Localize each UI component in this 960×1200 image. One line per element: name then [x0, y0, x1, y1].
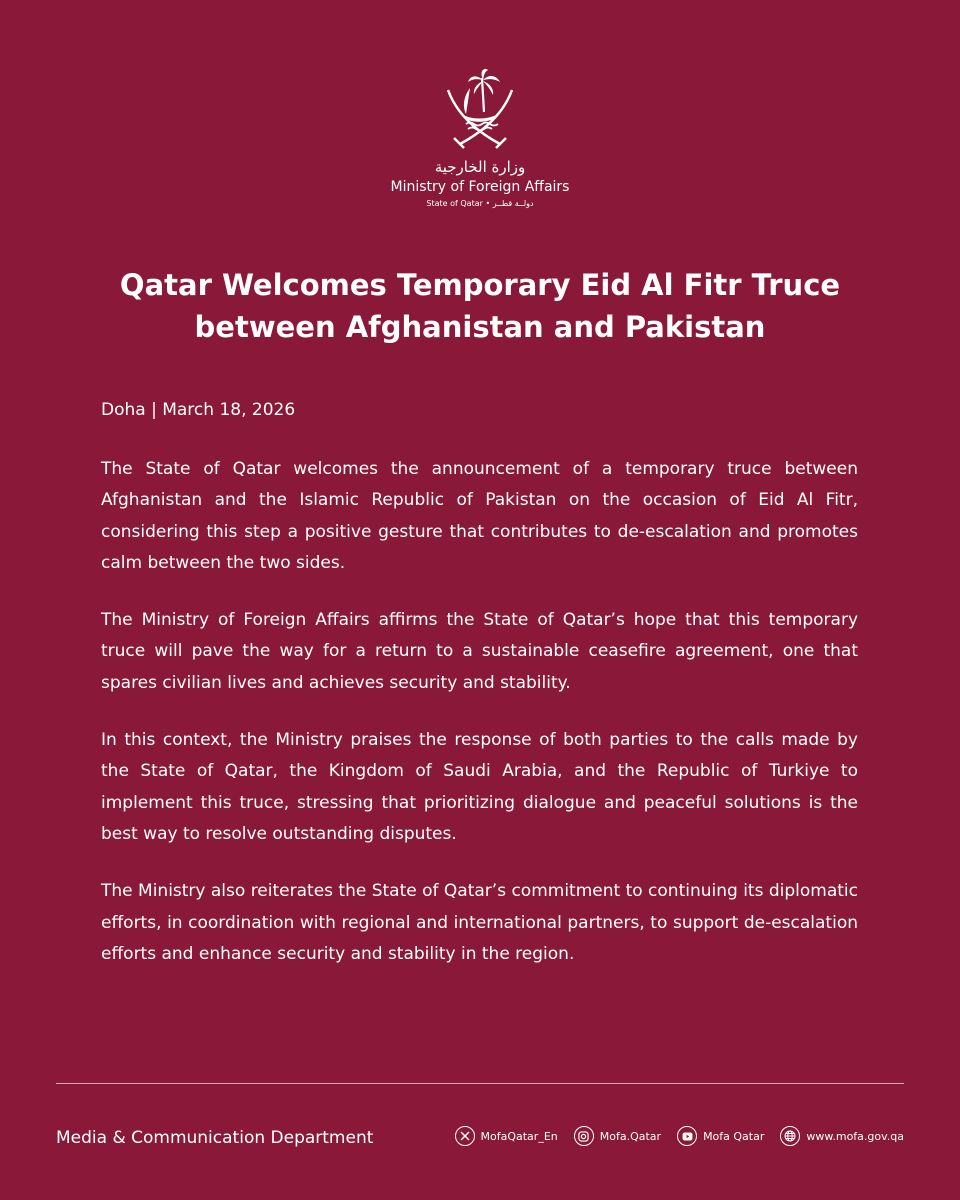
social-x-label: MofaQatar_En	[480, 1129, 558, 1143]
social-youtube[interactable]	[677, 1126, 764, 1146]
social-instagram-label: Mofa.Qatar	[599, 1129, 662, 1143]
page-title	[80, 264, 880, 348]
social-youtube-label: Mofa Qatar	[703, 1129, 765, 1143]
social-links	[455, 1126, 904, 1146]
title-line-2: between Afghanistan and Pakistan	[194, 310, 766, 344]
paragraph-2: The Ministry of Foreign Affairs affirms the State of Qatar’s hope that this temporary truce will pave the way for a return to a sustainable ceasefire agreement, one that spares civilian lives and achieves security and stability.	[101, 610, 858, 693]
ministry-logo	[380, 68, 580, 208]
department-name: Media & Communication Department	[56, 1128, 374, 1148]
paragraph-3: In this context, the Ministry praises the response of both parties to the calls made by the State of Qatar, the Kingdom of Saudi Arabia, and the Republic of Turkiye to implement this truce, stressing that prioritizing dialogue and peaceful solutions is the best way to resolve outstanding disputes.	[101, 730, 858, 844]
social-website[interactable]	[780, 1126, 904, 1146]
social-x[interactable]	[455, 1126, 558, 1146]
state-of-qatar-line: State of Qatar • دولــة قطــر	[426, 199, 534, 208]
title-line-1: Qatar Welcomes Temporary Eid Al Fitr Truce	[119, 268, 841, 302]
youtube-icon	[677, 1126, 697, 1146]
paragraph-4: The Ministry also reiterates the State of Qatar’s commitment to continuing its diplomatic efforts, in coordination with regional and international partners, to support de-escalation efforts and enhance security and stability in the region.	[101, 881, 858, 964]
social-instagram[interactable]	[574, 1126, 661, 1146]
statement-body	[101, 454, 858, 996]
ministry-english-name: Ministry of Foreign Affairs	[390, 179, 570, 195]
footer-divider	[56, 1083, 904, 1084]
paragraph-1: The State of Qatar welcomes the announcement of a temporary truce between Afghanistan and the Islamic Republic of Pakistan on the occasion of Eid Al Fitr, considering this step a positive gesture that contributes to de-escalation and promotes calm between the two sides.	[101, 459, 858, 573]
globe-icon	[780, 1126, 800, 1146]
dateline: Doha | March 18, 2026	[101, 400, 296, 420]
x-icon	[455, 1126, 475, 1146]
ministry-arabic-name: وزارة الخارجية	[434, 158, 526, 176]
qatar-emblem-icon	[440, 68, 520, 152]
instagram-icon	[574, 1126, 594, 1146]
social-website-label: www.mofa.gov.qa	[806, 1129, 904, 1143]
